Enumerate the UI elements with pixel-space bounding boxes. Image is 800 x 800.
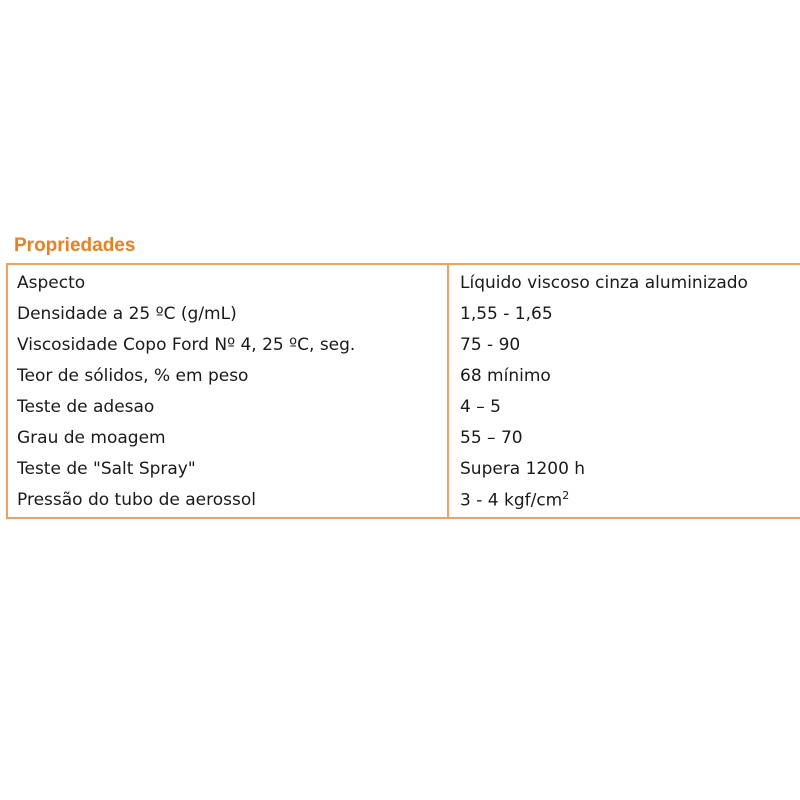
table-row	[7, 298, 800, 329]
property-value: 75 - 90	[460, 334, 521, 355]
property-value-text: 3 - 4 kgf/cm	[460, 490, 563, 511]
table-row	[7, 422, 800, 453]
property-value: 68 mínimo	[460, 365, 551, 386]
property-name: Teste de "Salt Spray"	[7, 453, 448, 484]
table-row	[7, 264, 800, 298]
property-name: Teor de sólidos, % em peso	[7, 360, 448, 391]
property-name: Grau de moagem	[7, 422, 448, 453]
property-value	[448, 484, 800, 518]
table-row	[7, 453, 800, 484]
property-value: Líquido viscoso cinza aluminizado	[460, 272, 748, 293]
properties-table	[6, 263, 800, 519]
property-value: Supera 1200 h	[460, 458, 586, 479]
table-row	[7, 484, 800, 518]
table-row	[7, 391, 800, 422]
section-title: Propriedades	[14, 235, 136, 256]
property-value: 55 – 70	[460, 427, 523, 448]
property-name: Densidade a 25 ºC (g/mL)	[7, 298, 448, 329]
property-value: 1,55 - 1,65	[460, 303, 553, 324]
property-name: Pressão do tubo de aerossol	[7, 484, 448, 518]
table-row	[7, 329, 800, 360]
superscript: 2	[562, 488, 570, 502]
property-name: Viscosidade Copo Ford Nº 4, 25 ºC, seg.	[7, 329, 448, 360]
property-value: 4 – 5	[460, 396, 501, 417]
property-name: Teste de adesao	[7, 391, 448, 422]
table-row	[7, 360, 800, 391]
property-name: Aspecto	[7, 264, 448, 298]
